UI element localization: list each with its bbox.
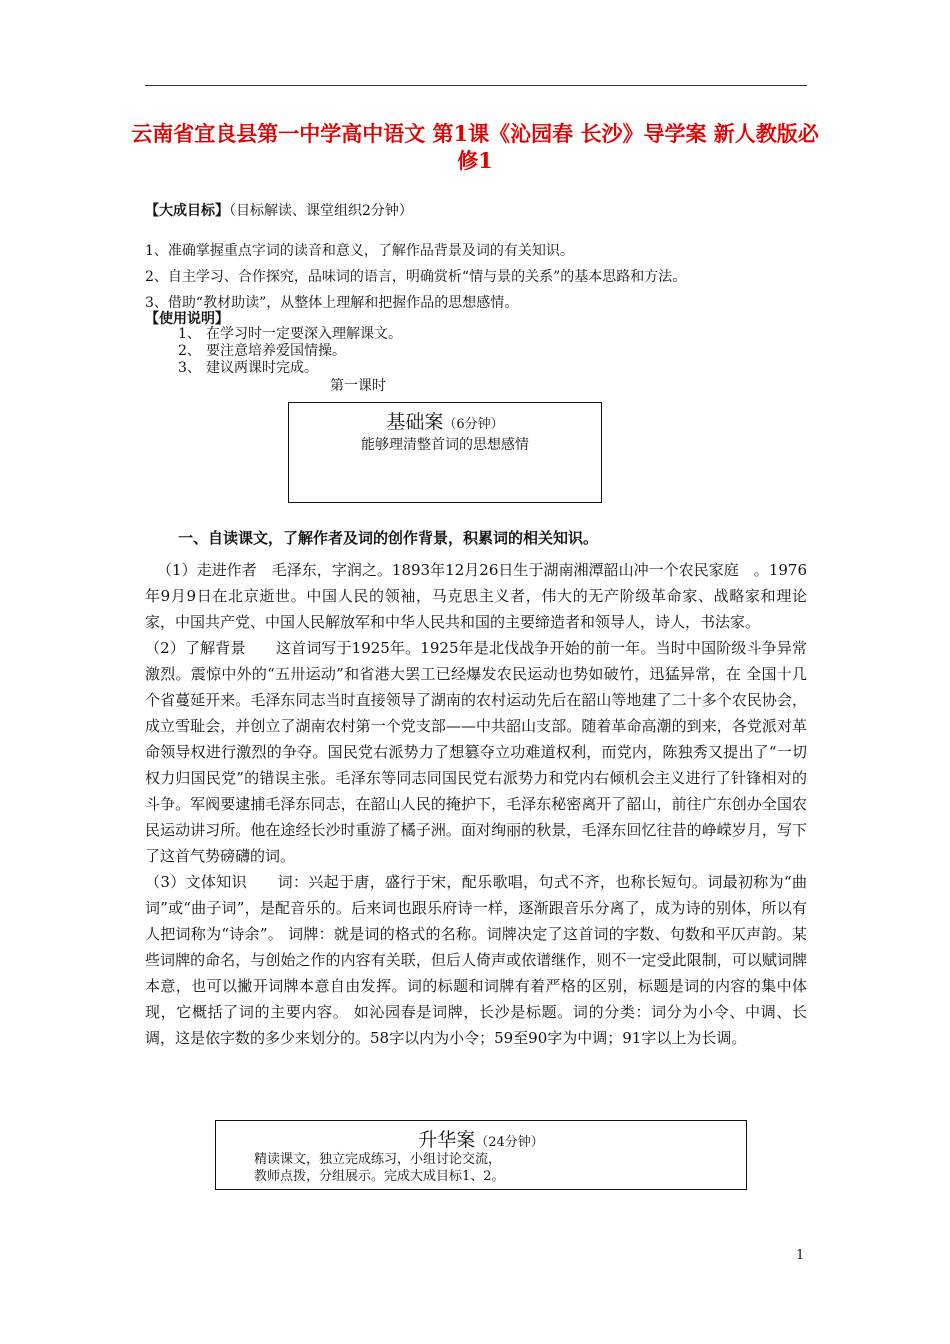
page-title: 云南省宜良县第一中学高中语文 第1课《沁园春 长沙》导学案 新人教版必修1 (131, 121, 819, 173)
usage-list (178, 326, 402, 377)
lesson-label: 第一课时 (330, 378, 386, 394)
header-rule (145, 85, 807, 86)
genre-paragraph: （3）文体知识 词：兴起于唐，盛行于宋，配乐歌唱，句式不齐，也称长短句。词最初称为“曲词”或“曲子词”，是配音乐的。后来词也跟乐府诗一样，逐渐跟音乐分离了，成为诗的别体，所以有人把词称为“诗余”。 词牌：就是词的格式的名称。词牌决定了这首词的字数、句数和平仄声韵。某些词牌的命名，与创始之作的内容有关联，但后人倚声或依谱继作，则不一定受此限制，可以赋词牌本意，也可以撇开词牌本意自由发挥。词的标题和词牌有着严格的区别，标题是词的内容的集中体现，它概括了词的主要内容。 如沁园春是词牌，长沙是标题。词的分类：词分为小令、中调、长调，这是依字数的多少来划分的。58字以内为小令；59至90字为中调；91字以上为长调。 (145, 873, 807, 1047)
section-body (145, 557, 807, 1051)
goal-item: 3、借助“教材助读”，从整体上理解和把握作品的思想感情。 (145, 295, 519, 311)
usage-label: 【使用说明】 (145, 311, 229, 327)
basic-box (288, 402, 602, 503)
goal-item: 1、准确掌握重点字词的读音和意义，了解作品背景及词的有关知识。 (145, 243, 574, 259)
usage-item: 2、 要注意培养爱国情操。 (178, 343, 346, 359)
usage-item: 1、 在学习时一定要深入理解课文。 (178, 326, 402, 342)
advanced-box (215, 1120, 747, 1190)
advanced-box-title: 升华案（24分钟） (418, 1129, 544, 1151)
basic-box-title: 基础案（6分钟） (386, 411, 504, 433)
goals-label: 【大成目标】 (145, 203, 229, 219)
usage-item: 3、 建议两课时完成。 (178, 360, 318, 376)
section-heading: 一、自读课文，了解作者及词的创作背景，积累词的相关知识。 (178, 529, 599, 547)
goals-header (145, 201, 413, 221)
goals-list (145, 238, 686, 316)
goal-item: 2、自主学习、合作探究，品味词的语言，明确赏析“情与景的关系”的基本思路和方法。 (145, 269, 687, 285)
page-number: 1 (796, 1248, 805, 1263)
goals-note: （目标解读、课堂组织2分钟） (229, 203, 413, 219)
advanced-box-text: 精读课文，独立完成练习，小组讨论交流， 教师点拨，分组展示。完成大成目标1、2。 (254, 1152, 505, 1184)
background-paragraph: （2）了解背景 这首词写于1925年。1925年是北伐战争开始的前一年。当时中国阶级斗争异常激烈。震惊中外的“五卅运动”和省港大罢工已经爆发农民运动也势如破竹，迅猛异常，在 全国十几个省蔓延开来。毛泽东同志当时直接领导了湖南的农村运动先后在韶山等地建了二十多个农民协会，成立雪耻会，并创立了湖南农村第一个党支部——中共韶山支部。随着革命高潮的到来，各党派对革命领导权进行激烈的争夺。国民党右派势力了想篡夺立功难道权利，而党内，陈独秀又提出了“一切权力归国民党”的错误主张。毛泽东等同志同国民党右派势力和党内右倾机会主义进行了针锋相对的斗争。军阀要逮捕毛泽东同志，在韶山人民的掩护下，毛泽东秘密离开了韶山，前往广东创办全国农民运动讲习所。他在途经长沙时重游了橘子洲。面对绚丽的秋景，毛泽东回忆往昔的峥嵘岁月，写下了这首气势磅礴的词。 (145, 639, 807, 865)
author-paragraph: （1）走进作者 毛泽东，字润之。1893年12月26日生于湖南湘潭韶山冲一个农民家庭 。1976年9月9日在北京逝世。中国人民的领袖，马克思主义者，伟大的无产阶级革命家、战略家和理论家，中国共产党、中国人民解放军和中华人民共和国的主要缔造者和领导人，诗人，书法家。 (145, 561, 807, 631)
basic-box-subtitle: 能够理清整首词的思想感情 (361, 437, 529, 453)
